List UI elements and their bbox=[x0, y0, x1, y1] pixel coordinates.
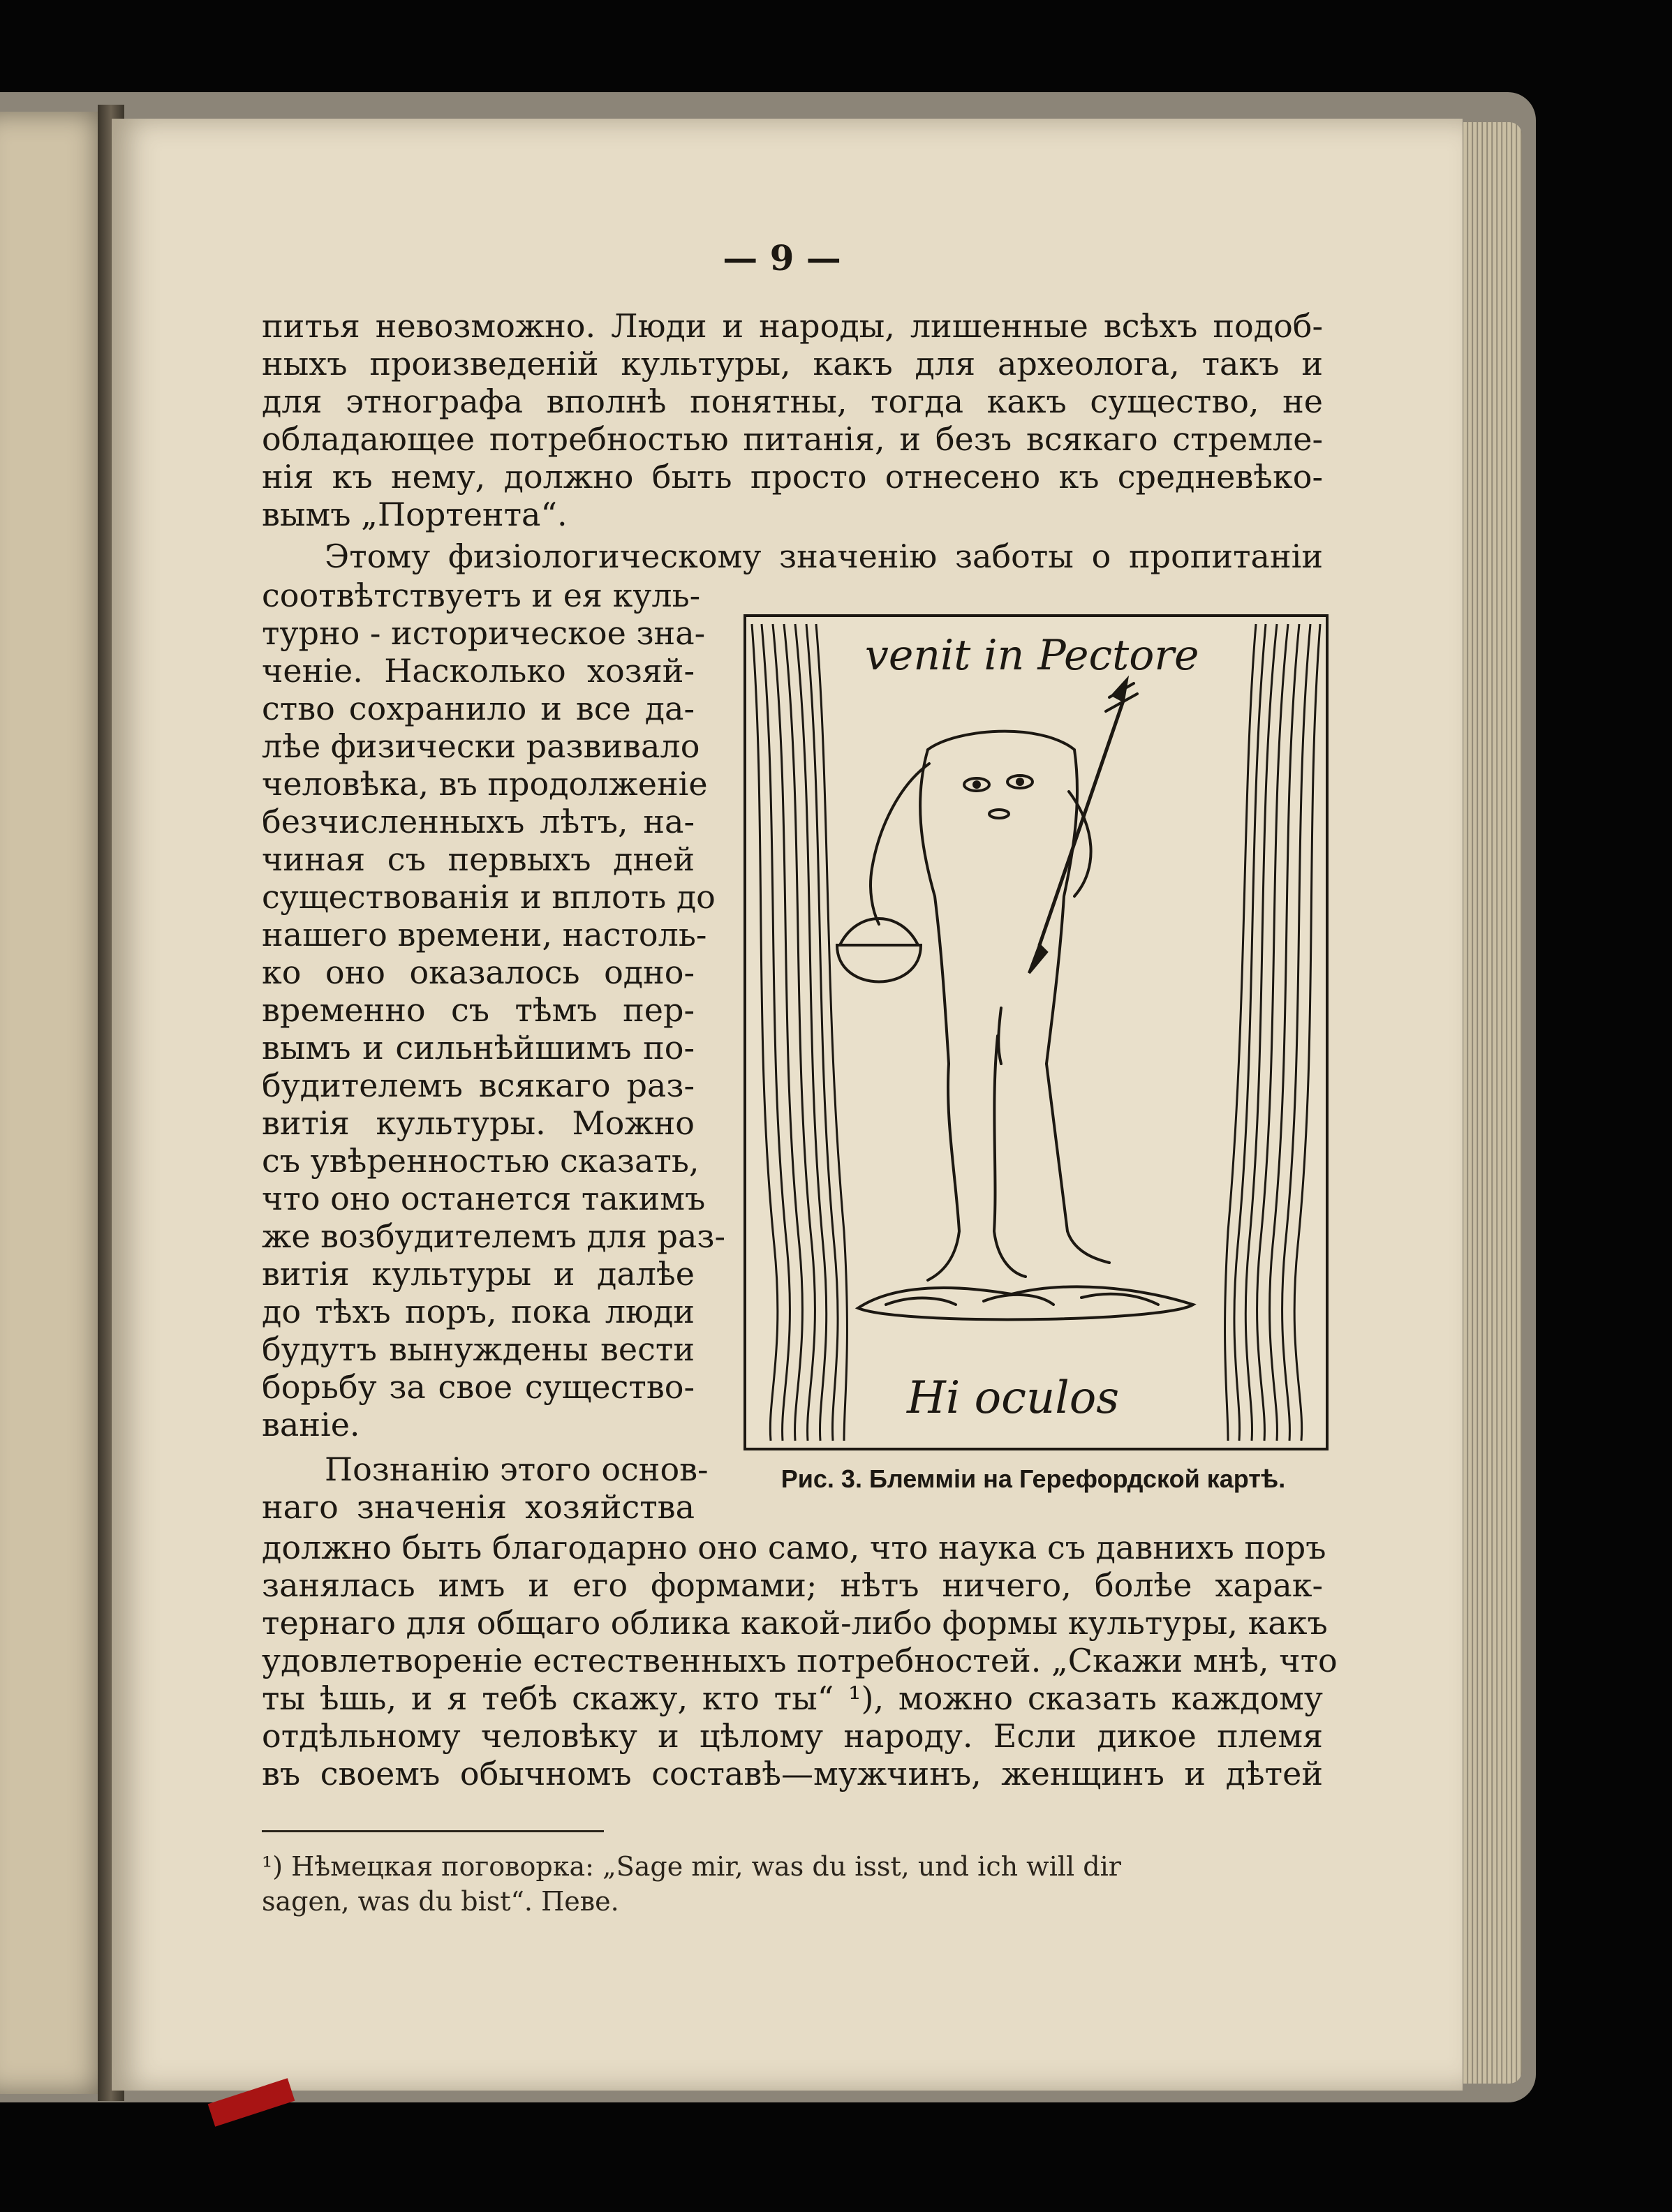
text-line: обладающее потребностью питанія, и безъ всякаго стремле- bbox=[262, 420, 1323, 458]
footnote-line: sagen, was du bist“. Певе. bbox=[262, 1886, 619, 1917]
blemmyae-drawing bbox=[746, 617, 1326, 1448]
text-line: ныхъ произведеній культуры, какъ для археолога, такъ и bbox=[262, 345, 1323, 383]
text-line: будутъ вынуждены вести bbox=[262, 1330, 695, 1368]
text-line: нія къ нему, должно быть просто отнесено къ средневѣко- bbox=[262, 458, 1323, 496]
footnote-divider bbox=[262, 1830, 604, 1832]
text-line: Этому физіологическому значенію заботы о пропитаніи bbox=[325, 537, 1323, 575]
text-line: существованія и вплоть до bbox=[262, 878, 716, 916]
text-line: съ увѣренностью сказать, bbox=[262, 1142, 700, 1180]
text-line: для этнографа вполнѣ понятны, тогда какъ существо, не bbox=[262, 383, 1323, 420]
text-line: лѣе физически развивало bbox=[262, 727, 700, 765]
text-line: будителемъ всякаго раз- bbox=[262, 1067, 695, 1104]
text-line: питья невозможно. Люди и народы, лишенные всѣхъ подоб- bbox=[262, 307, 1323, 345]
text-line: вымъ и сильнѣйшимъ по- bbox=[262, 1029, 695, 1067]
text-line: чиная съ первыхъ дней bbox=[262, 840, 695, 878]
text-line: вымъ „Портента“. bbox=[262, 496, 568, 533]
figure-bottom-inscription: Hi oculos bbox=[907, 1372, 1120, 1424]
text-line: ство сохранило и все да- bbox=[262, 690, 695, 727]
text-line: въ своемъ обычномъ составѣ—мужчинъ, женщинъ и дѣтей bbox=[262, 1755, 1323, 1792]
figure-caption: Рис. 3. Блемміи на Герефордской картѣ. bbox=[780, 1464, 1286, 1493]
text-line: наго значенія хозяйства bbox=[262, 1488, 695, 1526]
text-line: тернаго для общаго облика какой-либо формы культуры, какъ bbox=[262, 1604, 1328, 1642]
text-line: витія культуры. Можно bbox=[262, 1104, 695, 1142]
text-line: до тѣхъ поръ, пока люди bbox=[262, 1293, 695, 1330]
text-line: Познанію этого основ- bbox=[325, 1450, 709, 1488]
text-line: ваніе. bbox=[262, 1406, 360, 1443]
text-line: что оно останется такимъ bbox=[262, 1180, 706, 1217]
text-line: ченіе. Насколько хозяй- bbox=[262, 652, 695, 690]
text-line: отдѣльному человѣку и цѣлому народу. Если дикое племя bbox=[262, 1717, 1323, 1755]
text-line: нашего времени, настоль- bbox=[262, 916, 707, 953]
text-line: занялась имъ и его формами; нѣтъ ничего, болѣе харак- bbox=[262, 1566, 1323, 1604]
figure-blemmyae-illustration bbox=[743, 614, 1329, 1450]
footnote-line: ¹) Нѣмецкая поговорка: „Sage mir, was du isst, und ich will dir bbox=[262, 1851, 1121, 1882]
text-line: соотвѣтствуетъ и ея куль- bbox=[262, 577, 701, 614]
text-line: должно быть благодарно оно само, что наука съ давнихъ поръ bbox=[262, 1529, 1326, 1566]
text-line: же возбудителемъ для раз- bbox=[262, 1217, 726, 1255]
figure-top-inscription: venit in Pectore bbox=[865, 631, 1199, 680]
text-line: ты ѣшь, и я тебѣ скажу, кто ты“ ¹), можно сказать каждому bbox=[262, 1679, 1323, 1717]
text-line: турно - историческое зна- bbox=[262, 614, 706, 652]
page-edges bbox=[1459, 122, 1522, 2084]
page-number: — 9 — bbox=[723, 237, 841, 279]
text-line: ко оно оказалось одно- bbox=[262, 953, 695, 991]
text-line: временно съ тѣмъ пер- bbox=[262, 991, 695, 1029]
text-line: борьбу за свое существо- bbox=[262, 1368, 695, 1406]
text-line: безчисленныхъ лѣтъ, на- bbox=[262, 803, 695, 840]
text-line: удовлетвореніе естественныхъ потребностей. „Скажи мнѣ, что bbox=[262, 1642, 1338, 1679]
text-line: человѣка, въ продолженіе bbox=[262, 765, 708, 803]
text-line: витія культуры и далѣе bbox=[262, 1255, 695, 1293]
